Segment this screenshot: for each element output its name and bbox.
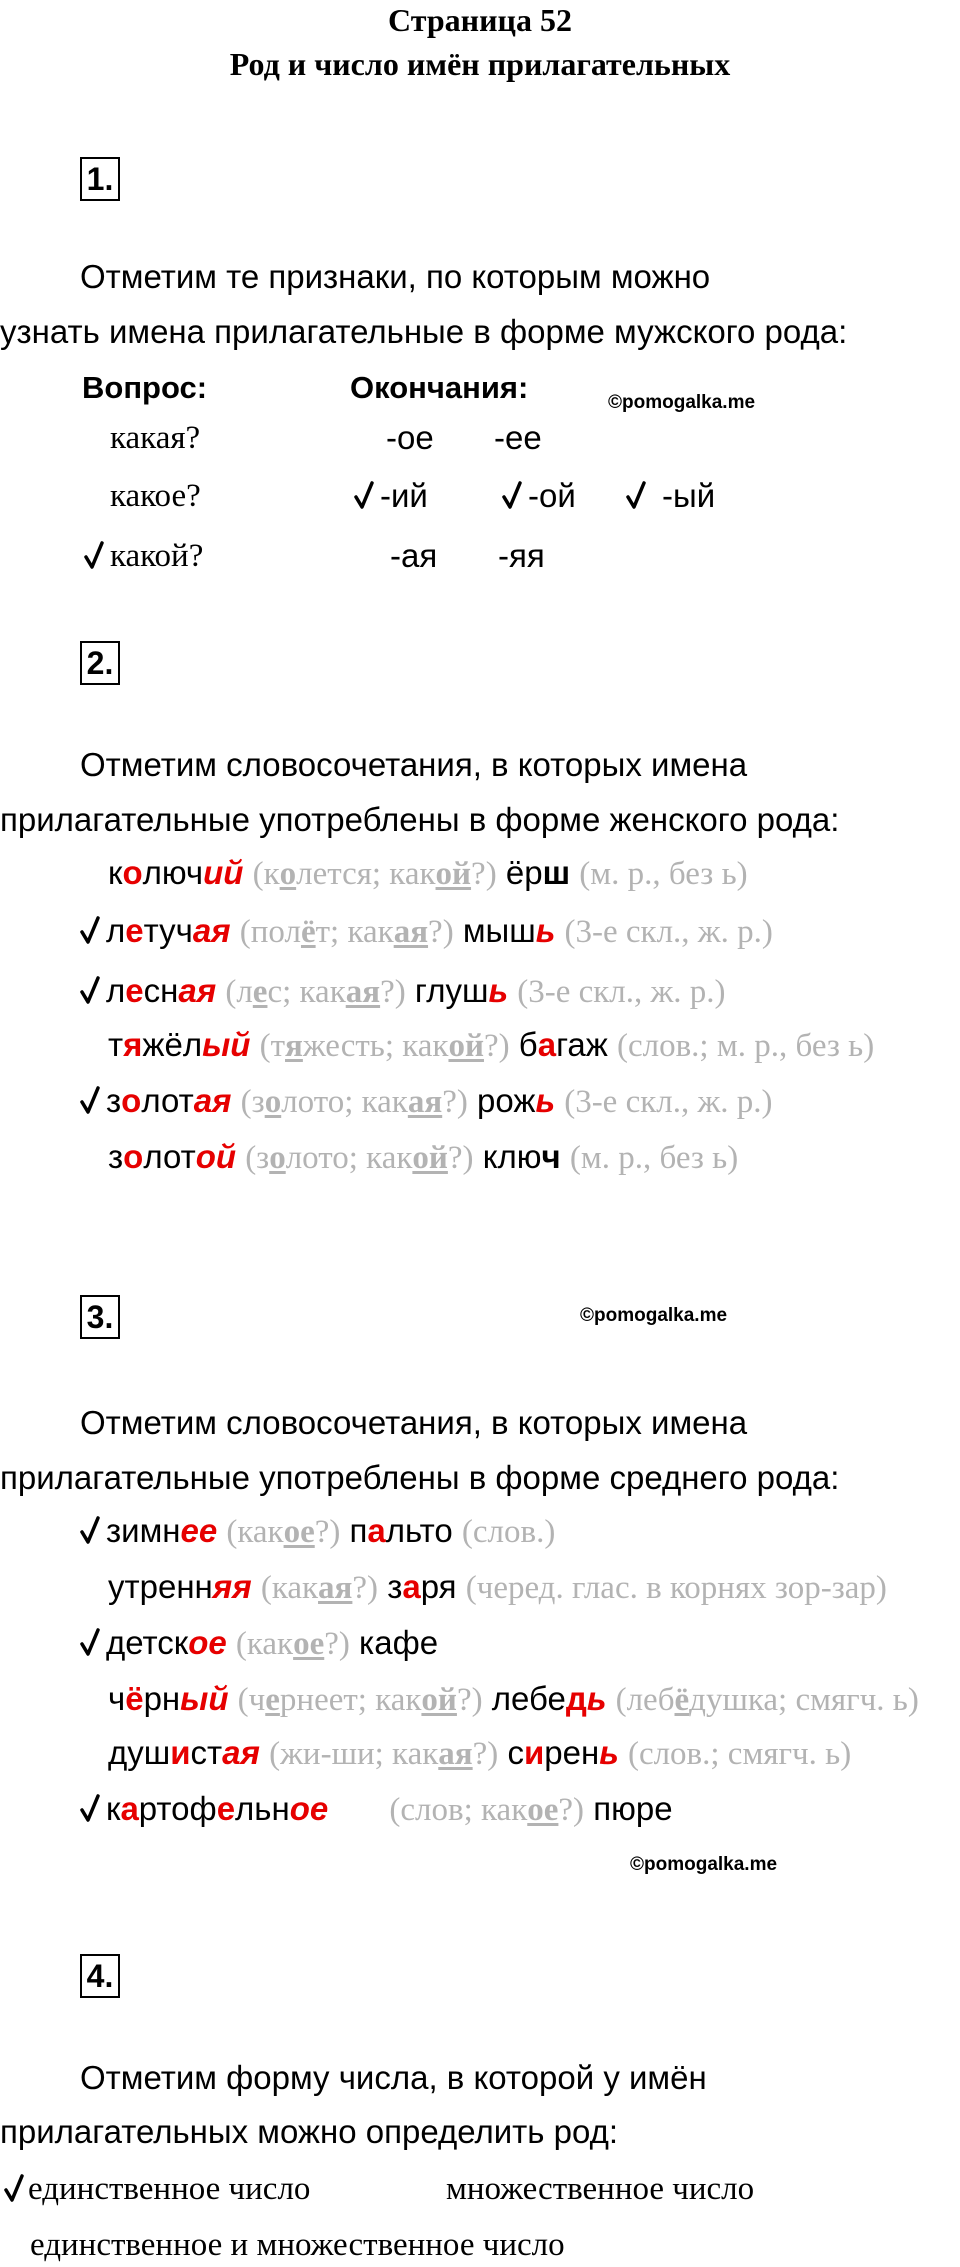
check-icon [80, 915, 100, 945]
check-icon [626, 480, 646, 510]
list-item: золотой (золото; какой?) ключ (м. р., без ь) [108, 1138, 739, 1176]
ending-iy: -ий [380, 477, 428, 514]
list-item: зимнее (какое?) пальто (слов.) [106, 1512, 556, 1550]
option-plural: множественное число [446, 2171, 755, 2207]
page-title: Страница 52 [388, 2, 572, 38]
list-item: колючий (колется; какой?) ёрш (м. р., без ь) [108, 854, 748, 892]
task1-intro-line2: узнать имена прилагательные в форме мужского рода: [0, 313, 848, 350]
task2-intro-line2: прилагательные употреблены в форме женского рода: [0, 801, 840, 838]
watermark: ©pomogalka.me [608, 392, 756, 413]
ending-ee: -ее [494, 419, 542, 456]
page-subtitle: Род и число имён прилагательных [229, 46, 731, 82]
ending-oe: -ое [386, 419, 434, 456]
questions-header: Вопрос: [82, 370, 208, 405]
list-item: утренняя (какая?) заря (черед. глас. в корнях зор-зар) [108, 1568, 887, 1606]
list-item: детское (какое?) кафе [106, 1624, 439, 1662]
list-item: картофельное (слов; какое?) пюре [106, 1790, 673, 1828]
question-kakoy: какой? [110, 538, 204, 574]
check-icon [502, 480, 522, 510]
task4-intro-line2: прилагательных можно определить род: [0, 2113, 619, 2150]
task3-number: 3. [80, 1295, 120, 1339]
list-item: душистая (жи-ши; какая?) сирень (слов.; смягч. ь) [108, 1734, 852, 1772]
check-icon [80, 1627, 100, 1657]
task1-intro-line1: Отметим те признаки, по которым можно [80, 258, 711, 295]
check-icon [84, 540, 104, 570]
task4-number: 4. [80, 1954, 120, 1998]
check-icon [80, 1515, 100, 1545]
ending-oy: -ой [528, 477, 576, 514]
ending-yaya: -яя [498, 537, 545, 574]
ending-yy: -ый [662, 477, 716, 514]
list-item: лесная (лес; какая?) глушь (3-е скл., ж. р.) [106, 972, 726, 1010]
task2-number: 2. [80, 641, 120, 685]
watermark: ©pomogalka.me [580, 1305, 728, 1326]
list-item: летучая (полёт; какая?) мышь (3-е скл., ж. р.) [106, 912, 773, 950]
watermark: ©pomogalka.me [630, 1854, 778, 1875]
task3-intro-line2: прилагательные употреблены в форме среднего рода: [0, 1459, 840, 1496]
check-icon [80, 1793, 100, 1823]
question-kakoe: какое? [110, 478, 201, 514]
task4-intro-line1: Отметим форму числа, в которой у имён [80, 2059, 707, 2096]
option-both: единственное и множественное число [30, 2227, 565, 2263]
check-icon [354, 480, 374, 510]
ending-aya: -ая [390, 537, 438, 574]
task1-number: 1. [80, 157, 120, 201]
task3-intro-line1: Отметим словосочетания, в которых имена [80, 1404, 748, 1441]
list-item: тяжёлый (тяжесть; какой?) багаж (слов.; м. р., без ь) [108, 1026, 875, 1064]
check-icon [80, 1085, 100, 1115]
option-singular: единственное число [28, 2171, 311, 2207]
list-item: золотая (золото; какая?) рожь (3-е скл., ж. р.) [106, 1082, 773, 1120]
list-item: чёрный (чернеет; какой?) лебедь (лебёдушка; смягч. ь) [108, 1680, 919, 1718]
check-icon [4, 2173, 24, 2203]
question-kakaya: какая? [110, 420, 201, 456]
endings-header: Окончания: [350, 370, 529, 405]
task2-intro-line1: Отметим словосочетания, в которых имена [80, 746, 748, 783]
check-icon [80, 975, 100, 1005]
